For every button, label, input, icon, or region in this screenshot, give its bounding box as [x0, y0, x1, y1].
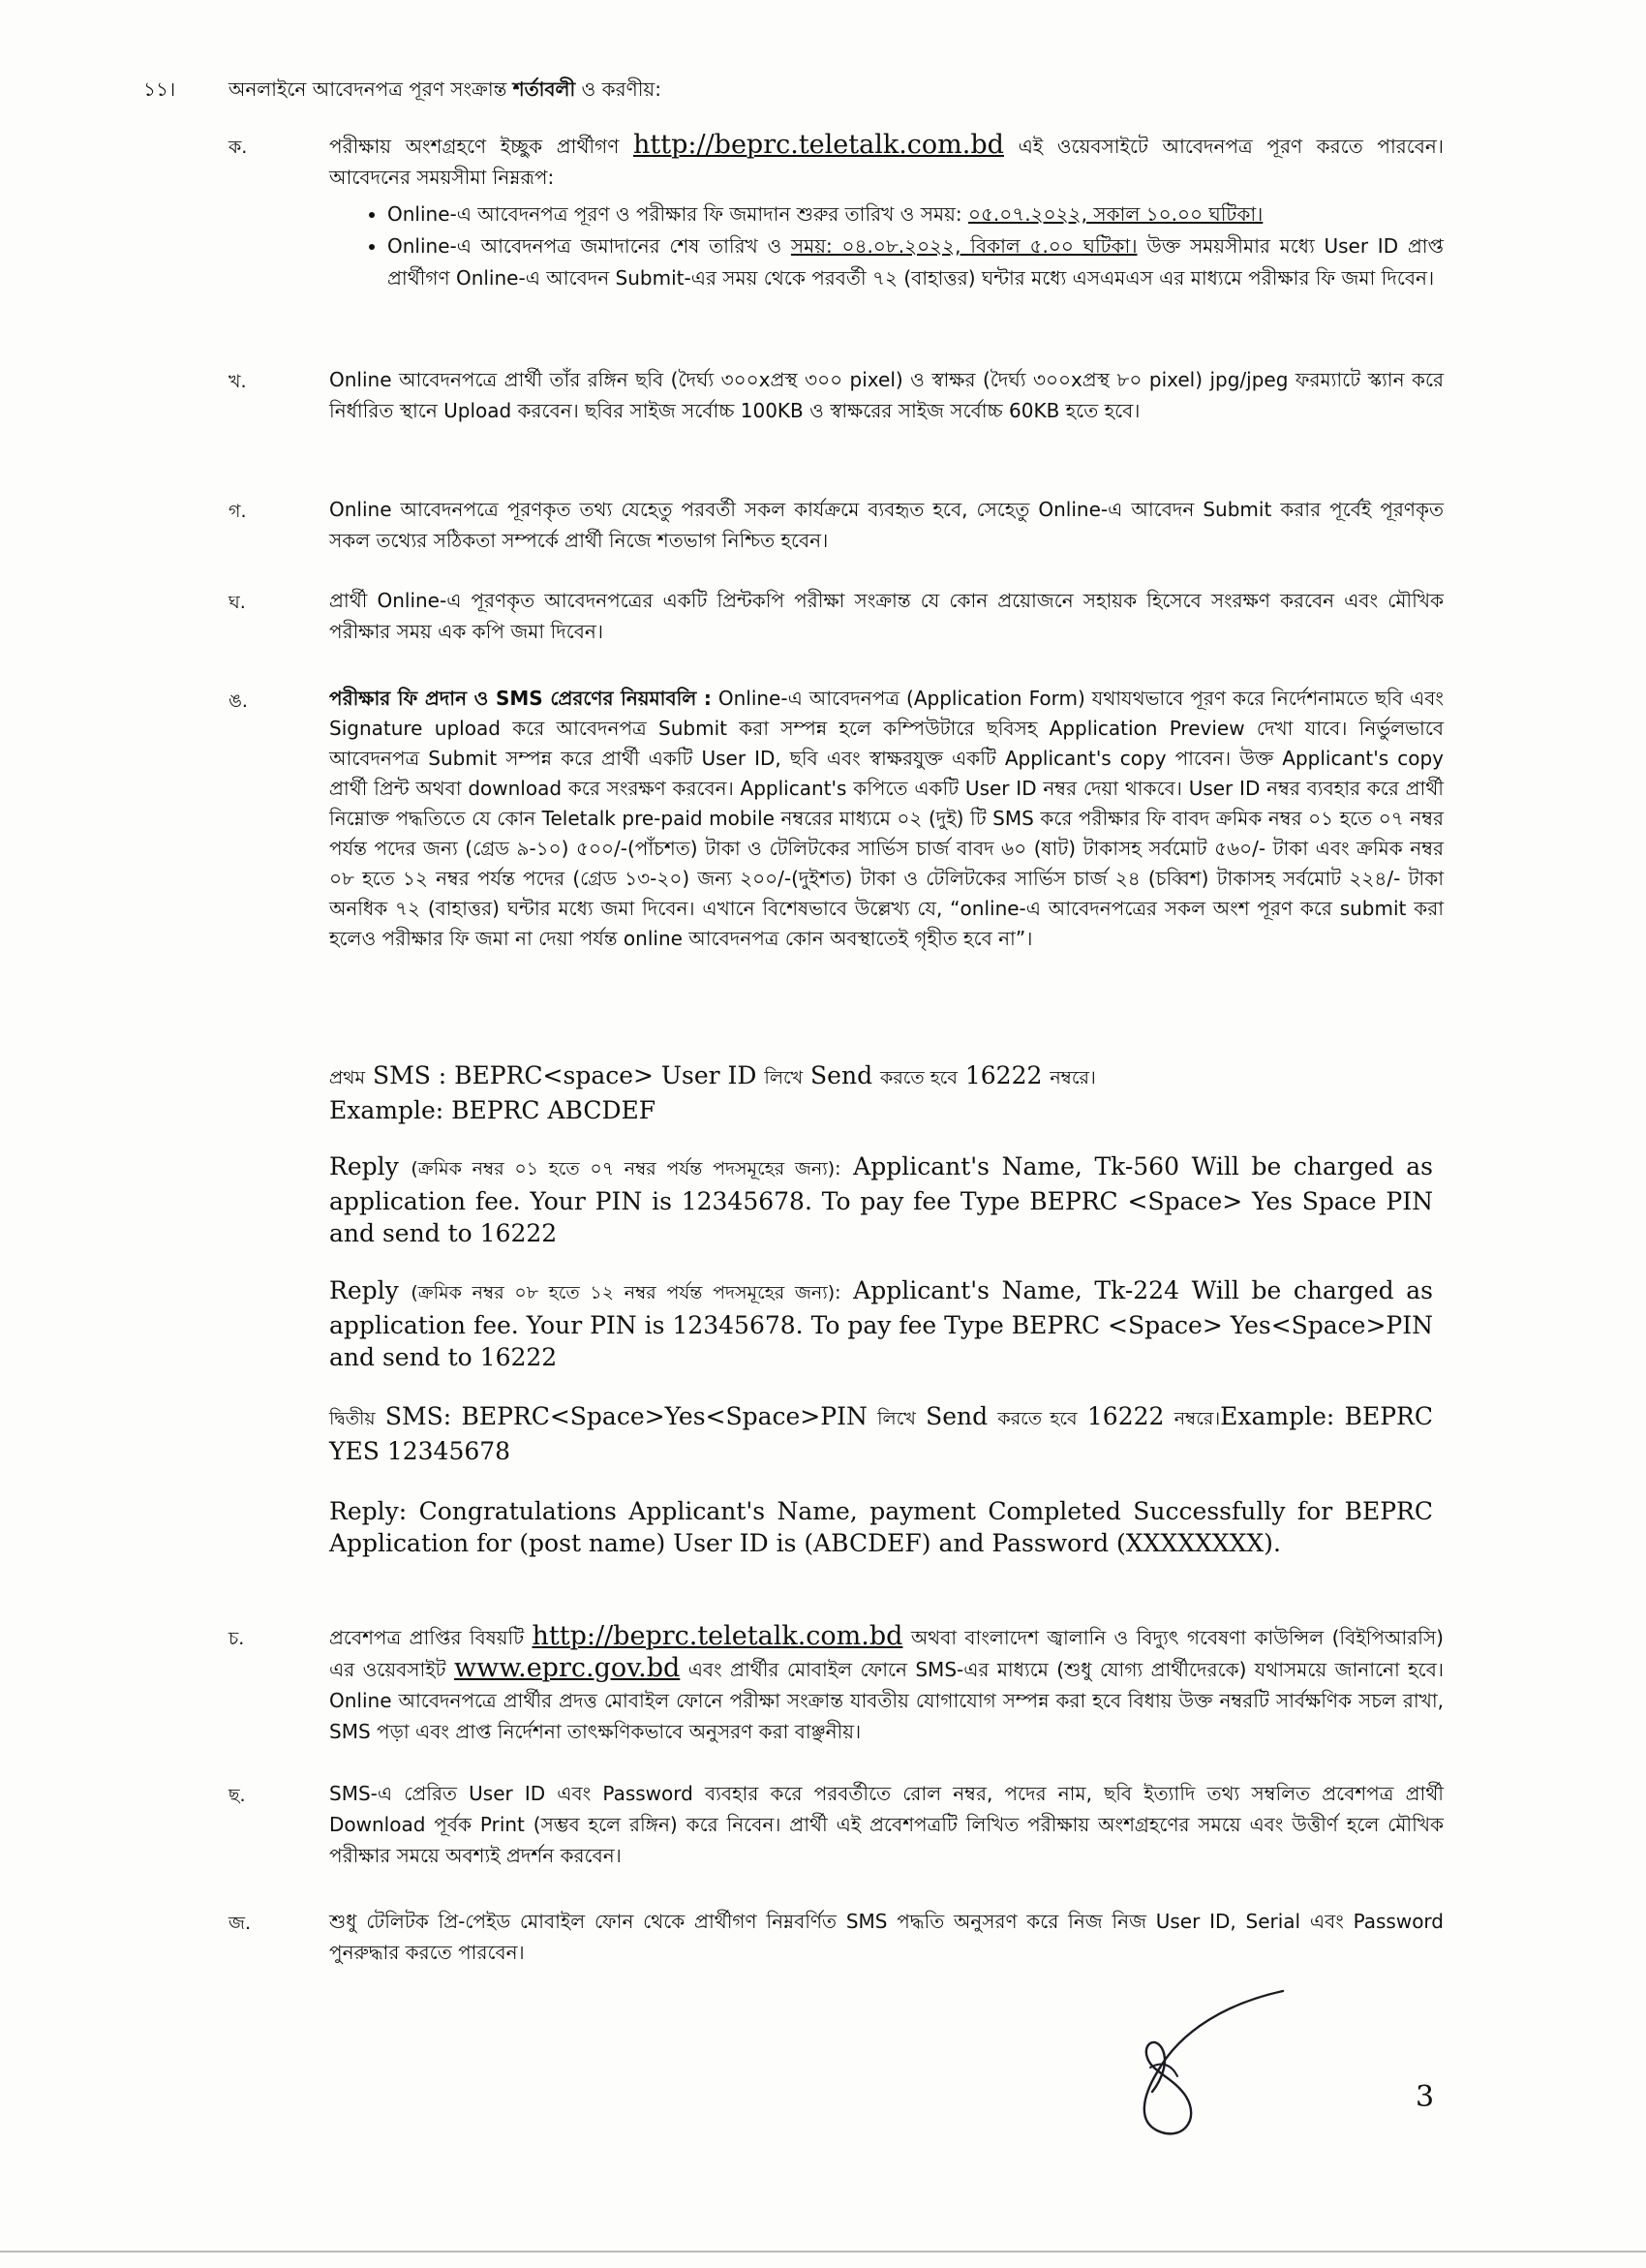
- item-label: ঙ.: [229, 690, 248, 712]
- item-kha: [229, 364, 1444, 426]
- list-item: [387, 199, 1444, 230]
- item-label: ঘ.: [229, 592, 246, 613]
- sms-second: [329, 1400, 1433, 1467]
- item-body: [329, 1621, 1444, 1747]
- item-body: Online আবেদনপত্রে পূরণকৃত তথ্য যেহেতু পরবর্তী সকল কার্যক্রমে ব্যবহৃত হবে, সেহেতু Online-এ আবেদন Submit করার পূর্বেই পূরণকৃত সকল তথ্যের সঠিকতা সম্পর্কে প্রার্থী নিজে শতভাগ নিশ্চিত হবেন।: [329, 498, 1444, 552]
- item-chha: [229, 1778, 1444, 1871]
- sms-text: করতে হবে: [997, 1408, 1078, 1429]
- sms-reply-3: Reply: Congratulations Applicant's Name, payment Completed Successfully for BEPRC Application for (post name) User ID is (ABCDEF) and Password (XXXXXXXX).: [329, 1497, 1433, 1557]
- item-body: শুধু টেলিটক প্রি-পেইড মোবাইল ফোন থেকে প্রার্থীগণ নিম্নবর্ণিত SMS পদ্ধতি অনুসরণ করে নিজ নিজ User ID, Serial এবং Password পুনরুদ্ধার করতে পারবেন।: [329, 1910, 1444, 1964]
- reply-scope: (ক্রমিক নম্বর ০১ হতে ০৭ নম্বর পর্যন্ত পদসমূহের জন্য):: [411, 1158, 841, 1180]
- fee-rules-text: Online-এ আবেদনপত্র (Application Form) যথাযথভাবে পূরণ করে নির্দেশনামতে ছবি এবং Signature upload করে আবেদনপত্র Submit করা সম্পন্ন হলে কম্পিউটারে ছবিসহ Application Preview দেখা যাবে। নির্ভুলভাবে আবেদনপত্র Submit সম্পন্ন করে প্রার্থী একটি User ID, ছবি এবং স্বাক্ষরযুক্ত একটি Applicant's copy পাবেন। উক্ত Applicant's copy প্রার্থী প্রিন্ট অথবা download করে সংরক্ষণ করবেন। Applicant's কপিতে একটি User ID নম্বর দেয়া থাকবে। User ID নম্বর ব্যবহার করে প্রার্থী নিম্নোক্ত পদ্ধতিতে যে কোন Teletalk pre-paid mobile নম্বরের মাধ্যমে ০২ (দুই) টি SMS করে পরীক্ষার ফি বাবদ ক্রমিক নম্বর ০১ হতে ০৭ নম্বর পর্যন্ত পদের জন্য (গ্রেড ৯-১০) ৫০০/-(পাঁচশত) টাকা ও টেলিটকের সার্ভিস চার্জ বাবদ ৬০ (ষাট) টাকাসহ সর্বমোট ৫৬০/- টাকা এবং ক্রমিক নম্বর ০৮ হতে ১২ নম্বর পর্যন্ত পদের (গ্রেড ১৩-২০) জন্য ২০০/-(দুইশত) টাকা ও টেলিটকের সার্ভিস চার্জ ২৪ (চব্বিশ) টাকাসহ সর্বমোট ২২৪/- টাকা অনধিক ৭২ (বাহাত্তর) ঘন্টার মধ্যে জমা দিবেন। এখানে বিশেষভাবে উল্লেখ্য যে, “online-এ আবেদনপত্রের সকল অংশ পূরণ করে submit করা হলেও পরীক্ষার ফি জমা না দেয়া পর্যন্ত online আবেদনপত্র কোন অবস্থাতেই গৃহীত হবে না”।: [329, 687, 1445, 950]
- deadline-list: [329, 199, 1444, 294]
- sms-reply-2: [329, 1274, 1433, 1373]
- item-label: ক.: [229, 137, 248, 158]
- item-ka: [229, 130, 1444, 294]
- item-body: [329, 684, 1444, 954]
- sms-label: দ্বিতীয়: [329, 1408, 376, 1429]
- item-label: জ.: [229, 1913, 252, 1934]
- reply-text: Applicant's Name, Tk-224 Will be charged as application fee. Your PIN is 12345678. To pay fee Type BEPRC <Space> Yes<Space>PIN and send to 16222: [329, 1276, 1434, 1371]
- eprc-website-link[interactable]: www.eprc.gov.bd: [453, 1653, 681, 1683]
- item-cha: [229, 1621, 1444, 1747]
- sms-number: 16222: [1077, 1402, 1174, 1430]
- sms-example: Example: BEPRC ABCDEF: [329, 1096, 656, 1124]
- sms-text: নম্বরে।: [1174, 1408, 1221, 1429]
- heading-text-bold: শর্তাবলী: [512, 77, 576, 101]
- item-body: [329, 130, 1444, 294]
- item-gha: [229, 585, 1444, 647]
- sms-text: লিখে: [764, 1067, 804, 1088]
- item-label: ছ.: [229, 1785, 246, 1806]
- sms-number: 16222: [957, 1061, 1051, 1089]
- list-item: [387, 230, 1444, 294]
- sms-text: SMS: BEPRC<Space>Yes<Space>PIN: [375, 1402, 878, 1430]
- item-body: Online আবেদনপত্রে প্রার্থী তাঁর রঙ্গিন ছবি (দৈর্ঘ্য ৩০০xপ্রস্থ ৩০০ pixel) ও স্বাক্ষর (দৈর্ঘ্য ৩০০xপ্রস্থ ৮০ pixel) jpg/jpeg ফরম্যাটে স্ক্যান করে নির্ধারিত স্থানে Upload করবেন। ছবির সাইজ সর্বোচ্চ 100KB ও স্বাক্ষরের সাইজ সর্বোচ্চ 60KB হতে হবে।: [329, 368, 1444, 422]
- heading-text-post: ও করণীয়:: [575, 77, 661, 101]
- heading-text-pre: অনলাইনে আবেদনপত্র পূরণ সংক্রান্ত: [229, 77, 513, 101]
- reply-label: Reply: [329, 1152, 412, 1180]
- reply-text: Applicant's Name, Tk-560 Will be charged as application fee. Your PIN is 12345678. To pay fee Type BEPRC <Space> Yes Space PIN and send to 16222: [329, 1152, 1434, 1247]
- bullet-text: উক্ত সময়সীমার মধ্যে User ID প্রাপ্ত প্রার্থীগণ Online-এ আবেদন Submit-এর সময় থেকে পরবর্তী ৭২ (বাহাত্তর) ঘন্টার মধ্যে এসএমএস এর মাধ্যমে পরীক্ষার ফি জমা দিবেন।: [387, 234, 1444, 290]
- website-link[interactable]: http://beprc.teletalk.com.bd: [633, 130, 1004, 160]
- bullet-text: Online-এ আবেদনপত্র জমাদানের শেষ তারিখ ও: [387, 234, 791, 258]
- item-uma: [229, 684, 1444, 954]
- sms-text: Send: [915, 1402, 998, 1430]
- sms-first: [329, 1059, 1433, 1126]
- item-body: প্রার্থী Online-এ পূরণকৃত আবেদনপত্রের একটি প্রিন্টকপি পরীক্ষা সংক্রান্ত যে কোন প্রয়োজনে সহায়ক হিসেবে সংরক্ষণ করবেন এবং মৌখিক পরীক্ষার সময় এক কপি জমা দিবেন।: [329, 589, 1444, 643]
- sms-text: নম্বরে।: [1050, 1067, 1096, 1088]
- reply-scope: (ক্রমিক নম্বর ০৮ হতে ১২ নম্বর পর্যন্ত পদসমূহের জন্য):: [411, 1282, 841, 1303]
- sms-text: SMS : BEPRC<space> User ID: [365, 1061, 765, 1089]
- page-number: 3: [1416, 2080, 1435, 2114]
- page-bottom-edge: [0, 2251, 1646, 2253]
- item-text: প্রবেশপত্র প্রাপ্তির বিষয়টি: [329, 1626, 533, 1649]
- item-text: এই ওয়েবসাইটে আবেদনপত্র পূরণ করতে পারবেন। আবেদনের সময়সীমা নিম্নরূপ:: [329, 135, 1445, 189]
- fee-rules-title: পরীক্ষার ফি প্রদান ও SMS প্রেরণের নিয়মাবলি :: [329, 687, 712, 710]
- item-body: SMS-এ প্রেরিত User ID এবং Password ব্যবহার করে পরবর্তীতে রোল নম্বর, পদের নাম, ছবি ইত্যাদি তথ্য সম্বলিত প্রবেশপত্র প্রার্থী Download পূর্বক Print (সম্ভব হলে রঙ্গিন) করে নিবেন। প্রার্থী এই প্রবেশপত্রটি লিখিত পরীক্ষায় অংশগ্রহণের সময়ে এবং উত্তীর্ণ হলে মৌখিক পরীক্ষার সময়ে অবশ্যই প্রদর্শন করবেন।: [329, 1782, 1444, 1867]
- item-ja: [229, 1906, 1444, 1968]
- item-label: খ.: [229, 371, 247, 392]
- sms-reply-1: [329, 1150, 1433, 1249]
- sms-label: প্রথম: [329, 1067, 366, 1088]
- sms-text: করতে হবে: [880, 1067, 958, 1088]
- item-label: চ.: [229, 1628, 245, 1649]
- bullet-text: Online-এ আবেদনপত্র পূরণ ও পরীক্ষার ফি জমাদান শুরুর তারিখ ও সময়:: [387, 202, 968, 226]
- section-heading: [143, 76, 661, 107]
- sms-text: লিখে: [877, 1408, 916, 1429]
- reply-label: Reply: [329, 1276, 412, 1304]
- item-label: গ.: [229, 501, 247, 522]
- item-text: অথবা বাংলাদেশ জ্বালানি ও বিদ্যুৎ গবেষণা কাউন্সিল (বিইপিআরসি) এর ওয়েবসাইট: [329, 1626, 1444, 1681]
- item-ga: [229, 494, 1444, 556]
- website-link[interactable]: http://beprc.teletalk.com.bd: [532, 1621, 903, 1651]
- start-date: ০৫.০৭.২০২২, সকাল ১০.০০ ঘটিকা।: [967, 202, 1264, 226]
- signature-mark: [1113, 1976, 1307, 2150]
- section-number: ১১।: [143, 77, 176, 101]
- item-text: পরীক্ষায় অংশগ্রহণে ইচ্ছুক প্রার্থীগণ: [329, 135, 633, 158]
- end-date: সময়: ০৪.০৮.২০২২, বিকাল ৫.০০ ঘটিকা।: [790, 234, 1138, 258]
- sms-example: Example: BEPRC YES 12345678: [329, 1402, 1433, 1465]
- sms-text: Send: [803, 1061, 881, 1089]
- item-text: এবং প্রার্থীর মোবাইল ফোনে SMS-এর মাধ্যমে (শুধু যোগ্য প্রার্থীদেরকে) যথাসময়ে জানানো হবে। Online আবেদনপত্রে প্রার্থীর প্রদত্ত মোবাইল ফোনে পরীক্ষা সংক্রান্ত যাবতীয় যোগাযোগ সম্পন্ন করা হবে বিধায় উক্ত নম্বরটি সার্বক্ষণিক সচল রাখা, SMS পড়া এবং প্রাপ্ত নির্দেশনা তাৎক্ষণিকভাবে অনুসরণ করা বাঞ্ছনীয়।: [329, 1658, 1444, 1743]
